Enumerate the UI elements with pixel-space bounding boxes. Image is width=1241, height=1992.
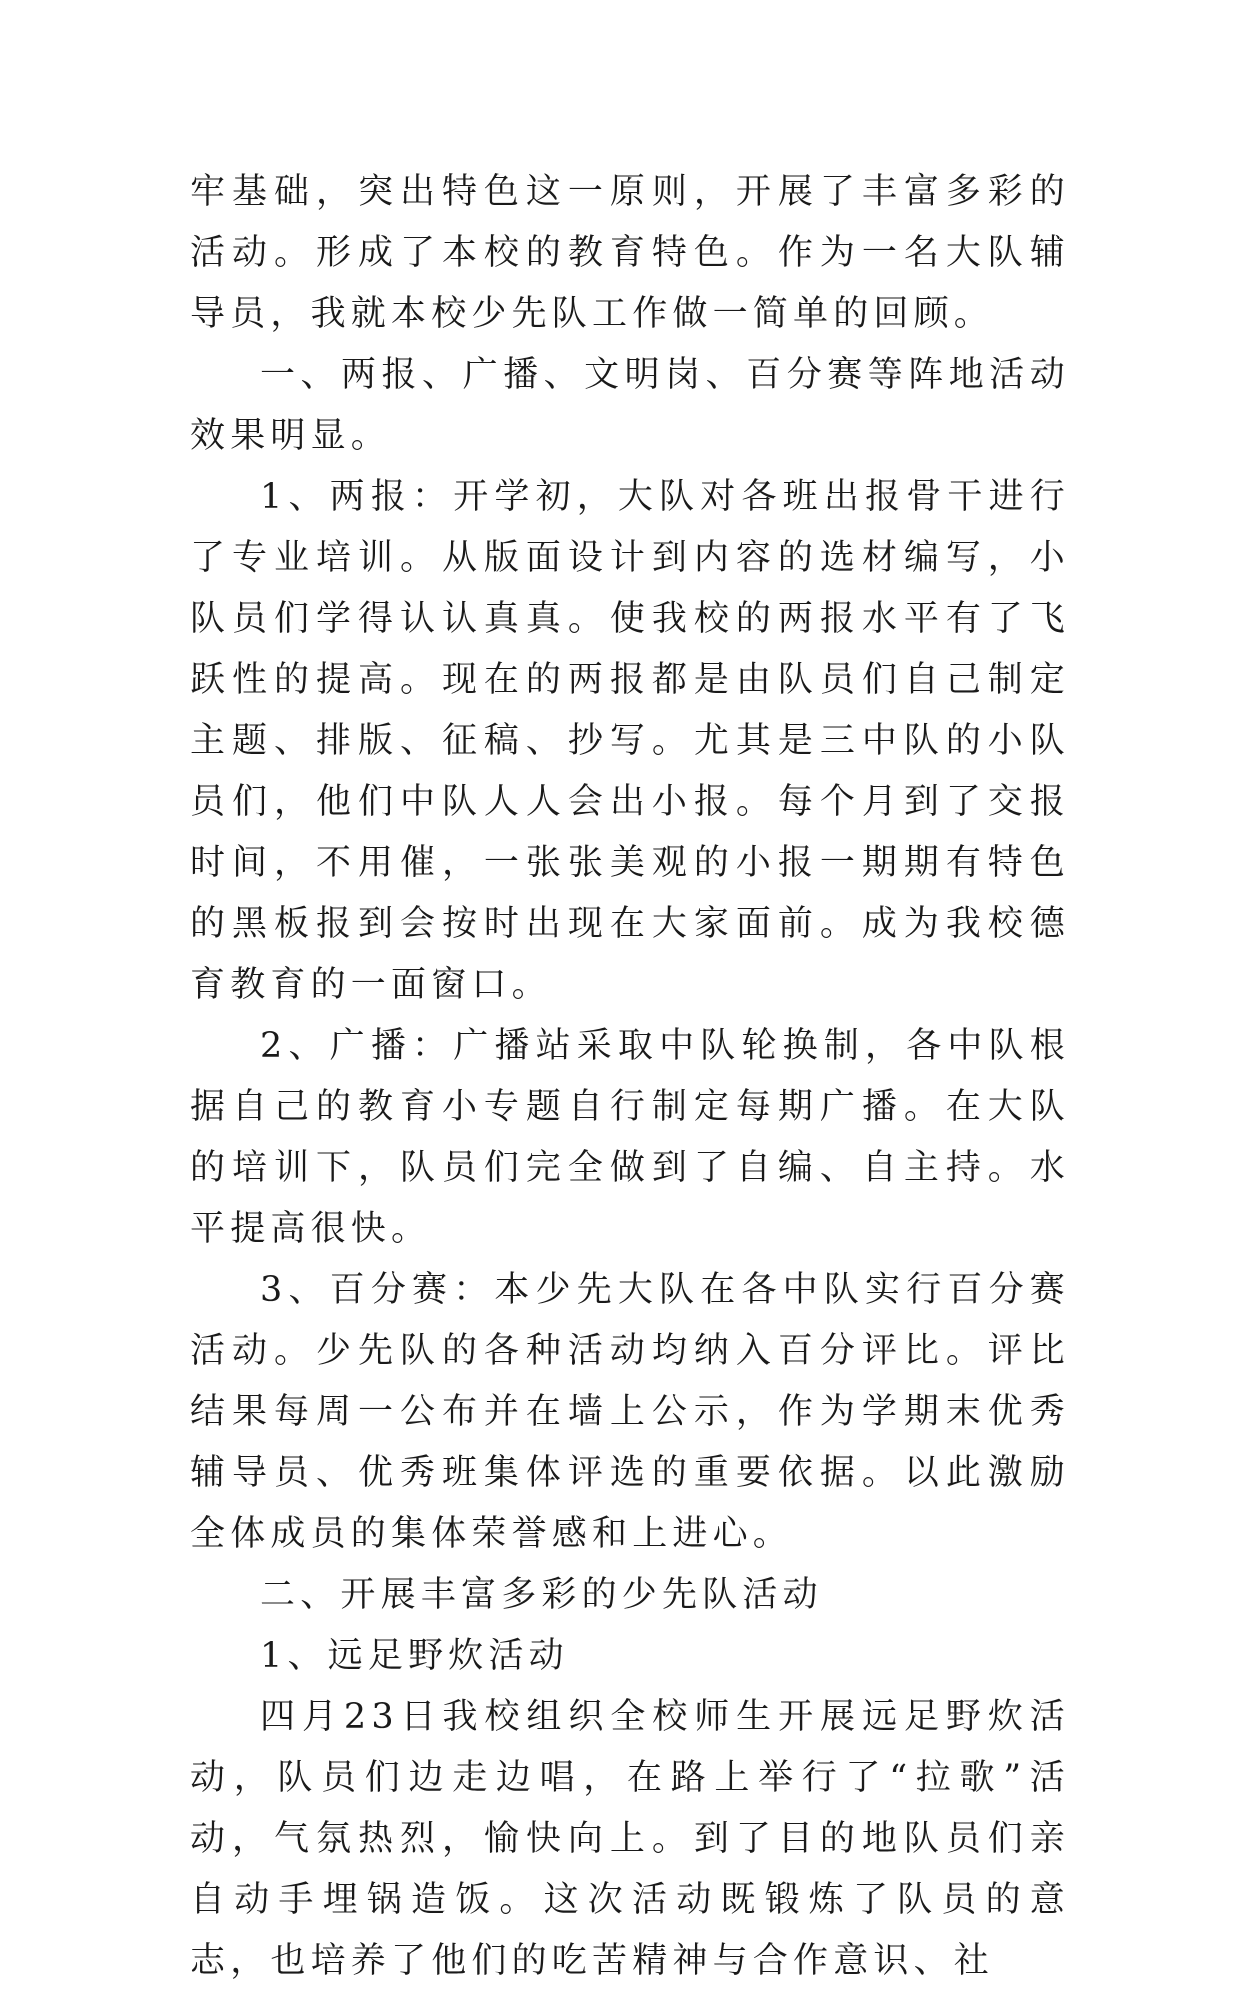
paragraph-hundred-points: 3、百分赛：本少先大队在各中队实行百分赛活动。少先队的各种活动均纳入百分评比。评比结果每周一公布并在墙上公示，作为学期末优秀辅导员、优秀班集体评选的重要依据。以此激励全体成员的集体荣誉感和上进心。 <box>190 1270 1070 1554</box>
section-heading-2: 二、开展丰富多彩的少先队活动 <box>260 1575 823 1615</box>
subsection-heading-hiking: 1、远足野炊活动 <box>260 1636 569 1676</box>
paragraph-hiking: 四月23日我校组织全校师生开展远足野炊活动，队员们边走边唱，在路上举行了“拉歌”活动，气氛热烈，愉快向上。到了目的地队员们亲自动手埋锅造饭。这次活动既锻炼了队员的意志，也培养了他们的吃苦精神与合作意识、社 <box>190 1697 1070 1981</box>
paragraph-continuation: 牢基础，突出特色这一原则，开展了丰富多彩的活动。形成了本校的教育特色。作为一名大队辅导员，我就本校少先队工作做一简单的回顾。 <box>190 172 1070 334</box>
paragraph-two-newspapers: 1、两报：开学初，大队对各班出报骨干进行了专业培训。从版面设计到内容的选材编写，小队员们学得认认真真。使我校的两报水平有了飞跃性的提高。现在的两报都是由队员们自己制定主题、排版、征稿、抄写。尤其是三中队的小队员们，他们中队人人会出小报。每个月到了交报时间，不用催，一张张美观的小报一期期有特色的黑板报到会按时出现在大家面前。成为我校德育教育的一面窗口。 <box>190 477 1070 1005</box>
paragraph-broadcast: 2、广播：广播站采取中队轮换制，各中队根据自己的教育小专题自行制定每期广播。在大队的培训下，队员们完全做到了自编、自主持。水平提高很快。 <box>190 1026 1070 1249</box>
document-body <box>190 162 1070 1992</box>
section-heading-1: 一、两报、广播、文明岗、百分赛等阵地活动效果明显。 <box>190 355 1070 456</box>
